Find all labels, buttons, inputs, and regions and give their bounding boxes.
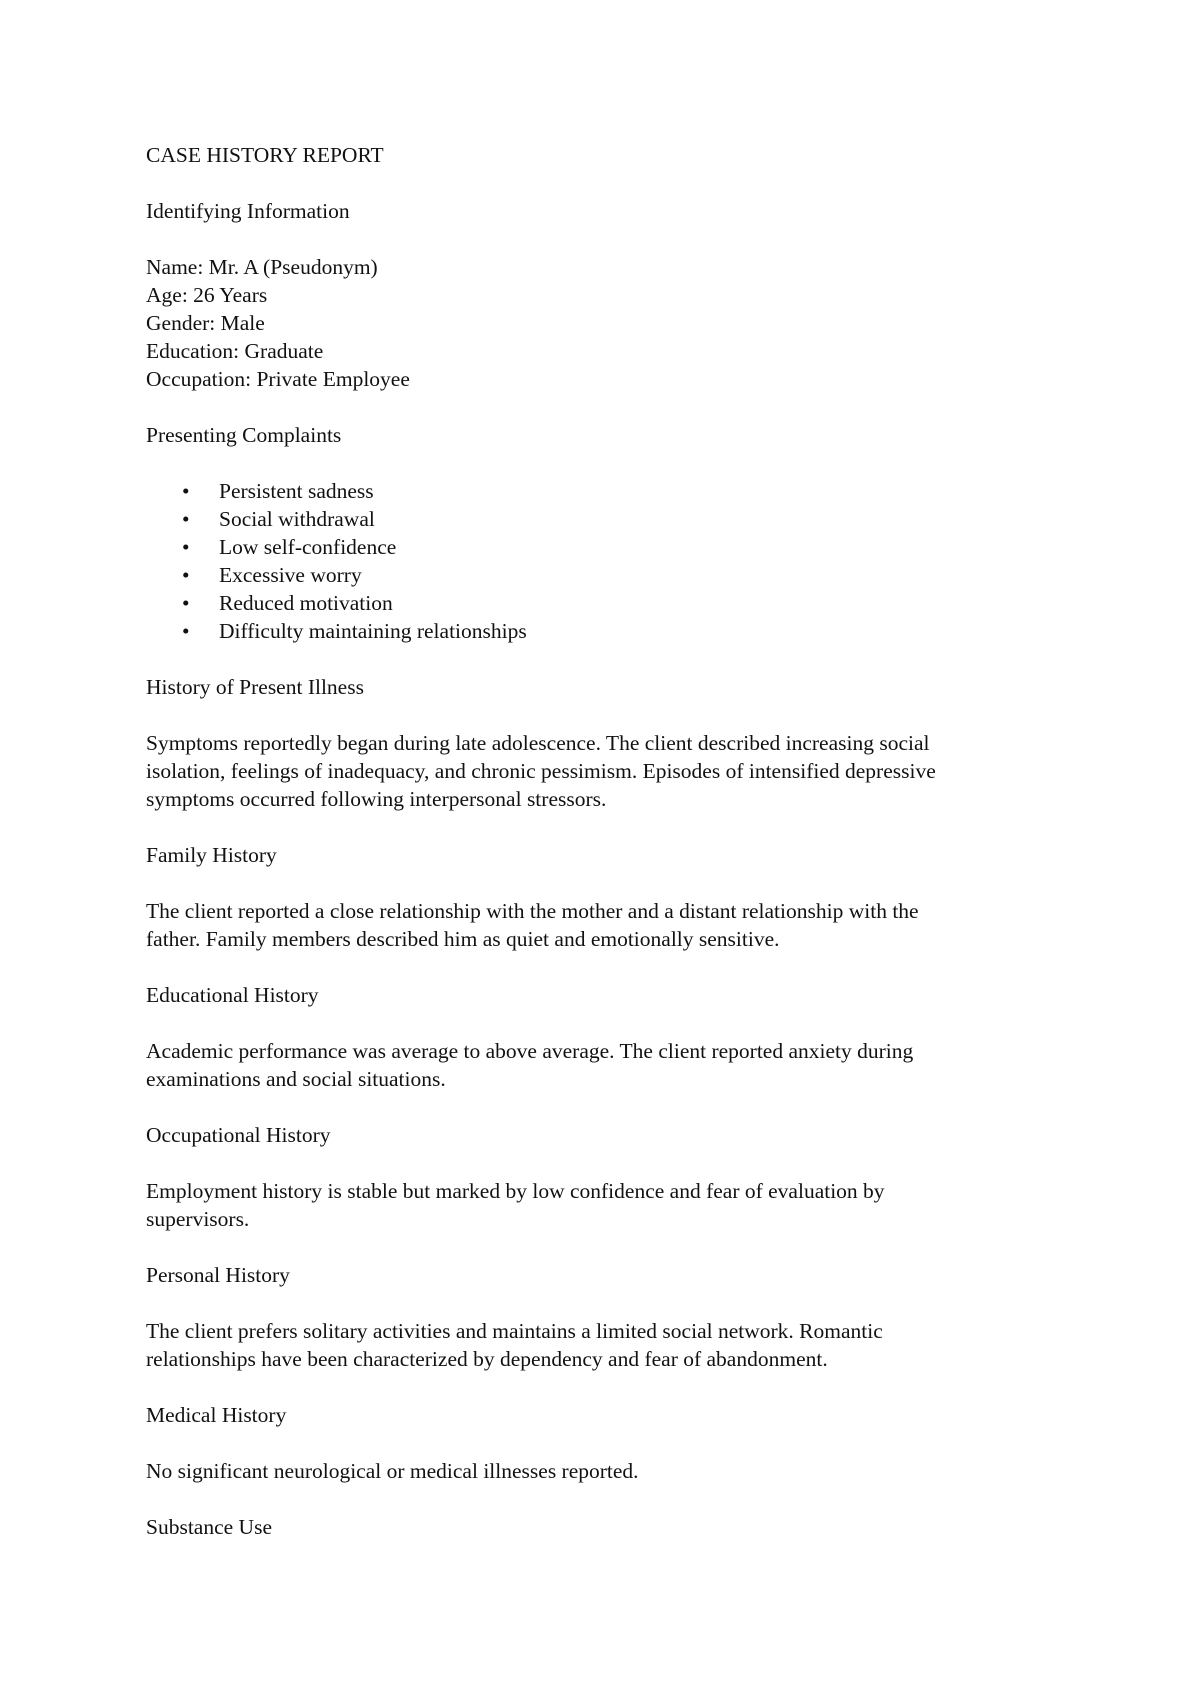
- bullet-icon: •: [182, 535, 190, 559]
- spacer: [146, 1009, 1066, 1037]
- personal-heading: Personal History: [146, 1263, 290, 1287]
- field-name: Name: Mr. A (Pseudonym): [146, 255, 378, 279]
- field-gender: Gender: Male: [146, 311, 265, 335]
- list-item-text: Low self-confidence: [219, 535, 397, 559]
- personal-paragraph: [146, 1317, 1066, 1373]
- family-heading: Family History: [146, 843, 277, 867]
- spacer: [146, 1429, 1066, 1457]
- paragraph-line: The client reported a close relationship with the mother and a distant relationship with the: [146, 899, 919, 923]
- bullet-icon: •: [182, 591, 190, 615]
- spacer: [146, 813, 1066, 841]
- spacer: [146, 449, 1066, 477]
- spacer: [146, 1233, 1066, 1261]
- spacer: [146, 645, 1066, 673]
- paragraph-line: Symptoms reportedly began during late adolescence. The client described increasing social: [146, 731, 930, 755]
- paragraph-line: examinations and social situations.: [146, 1067, 446, 1091]
- list-item: [146, 589, 1066, 617]
- paragraph-line: father. Family members described him as quiet and emotionally sensitive.: [146, 927, 780, 951]
- list-item-text: Excessive worry: [219, 563, 362, 587]
- field-occupation: Occupation: Private Employee: [146, 367, 410, 391]
- occupational-paragraph: [146, 1177, 1066, 1233]
- bullet-icon: •: [182, 507, 190, 531]
- present-illness-heading: History of Present Illness: [146, 675, 364, 699]
- spacer: [146, 1485, 1066, 1513]
- spacer: [146, 1149, 1066, 1177]
- spacer: [146, 225, 1066, 253]
- spacer: [146, 169, 1066, 197]
- spacer: [146, 1373, 1066, 1401]
- family-paragraph: [146, 897, 1066, 953]
- spacer: [146, 701, 1066, 729]
- list-item-text: Difficulty maintaining relationships: [219, 619, 527, 643]
- paragraph-line: No significant neurological or medical illnesses reported.: [146, 1459, 639, 1483]
- identifying-fields: [146, 253, 1066, 393]
- list-item: [146, 533, 1066, 561]
- occupational-heading: Occupational History: [146, 1123, 331, 1147]
- educational-paragraph: [146, 1037, 1066, 1093]
- list-item-text: Persistent sadness: [219, 479, 374, 503]
- field-age: Age: 26 Years: [146, 283, 268, 307]
- list-item: [146, 561, 1066, 589]
- bullet-icon: •: [182, 619, 190, 643]
- spacer: [146, 1093, 1066, 1121]
- list-item: [146, 505, 1066, 533]
- complaints-list: [146, 477, 1066, 645]
- medical-heading: Medical History: [146, 1403, 287, 1427]
- present-illness-paragraph: [146, 729, 1066, 813]
- bullet-icon: •: [182, 563, 190, 587]
- paragraph-line: The client prefers solitary activities and maintains a limited social network. Romantic: [146, 1319, 883, 1343]
- educational-heading: Educational History: [146, 983, 319, 1007]
- list-item-text: Social withdrawal: [219, 507, 375, 531]
- paragraph-line: Employment history is stable but marked by low confidence and fear of evaluation by: [146, 1179, 885, 1203]
- document-page: [146, 141, 1066, 1541]
- paragraph-line: relationships have been characterized by dependency and fear of abandonment.: [146, 1347, 828, 1371]
- spacer: [146, 1289, 1066, 1317]
- report-title: CASE HISTORY REPORT: [146, 143, 384, 167]
- field-education: Education: Graduate: [146, 339, 324, 363]
- list-item: [146, 477, 1066, 505]
- list-item: [146, 617, 1066, 645]
- paragraph-line: symptoms occurred following interpersonal stressors.: [146, 787, 607, 811]
- medical-paragraph: [146, 1457, 1066, 1485]
- paragraph-line: supervisors.: [146, 1207, 250, 1231]
- spacer: [146, 869, 1066, 897]
- spacer: [146, 953, 1066, 981]
- bullet-icon: •: [182, 479, 190, 503]
- list-item-text: Reduced motivation: [219, 591, 393, 615]
- paragraph-line: Academic performance was average to above average. The client reported anxiety during: [146, 1039, 914, 1063]
- identifying-heading: Identifying Information: [146, 199, 350, 223]
- spacer: [146, 393, 1066, 421]
- substance-heading: Substance Use: [146, 1515, 272, 1539]
- complaints-heading: Presenting Complaints: [146, 423, 342, 447]
- paragraph-line: isolation, feelings of inadequacy, and chronic pessimism. Episodes of intensified depressive: [146, 759, 936, 783]
